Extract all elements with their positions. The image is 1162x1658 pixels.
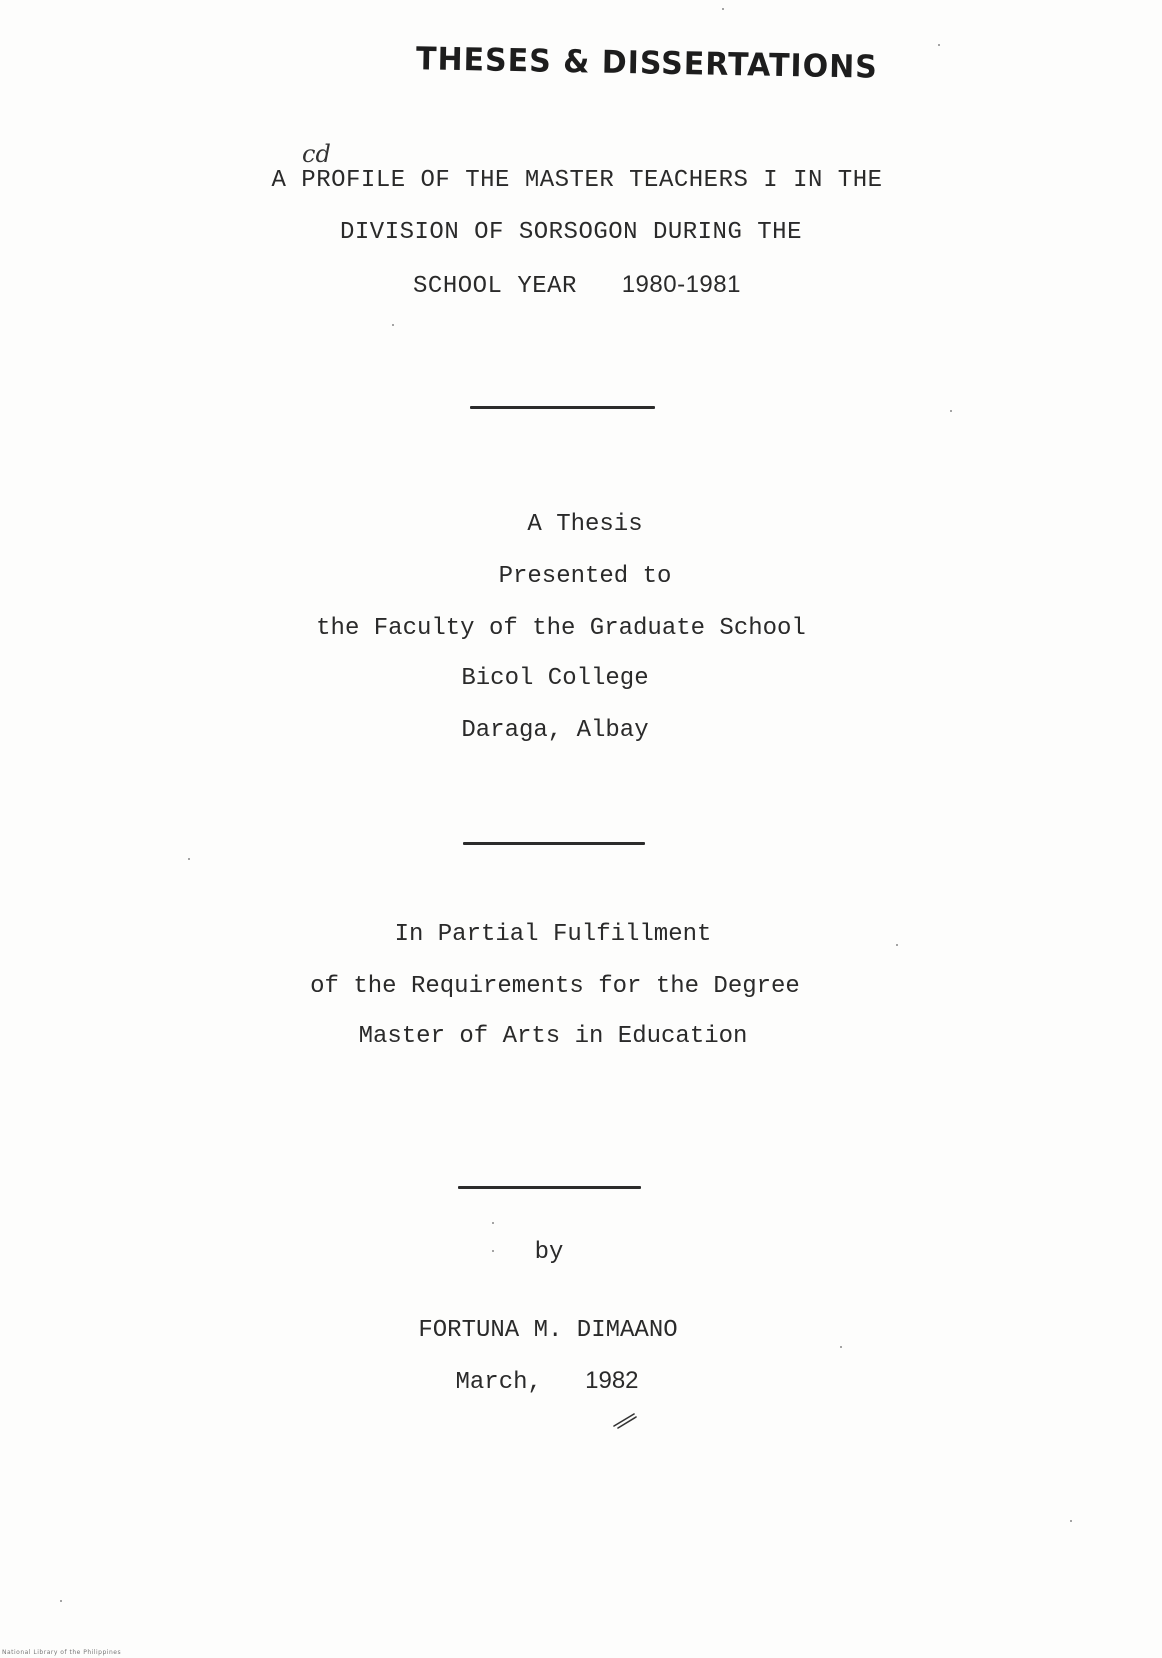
author-name: FORTUNA M. DIMAANO xyxy=(418,1317,678,1344)
scan-speck xyxy=(896,944,898,946)
scan-speck xyxy=(950,410,952,412)
scan-speck xyxy=(492,1222,494,1224)
fulfillment-line-1: In Partial Fulfillment xyxy=(394,921,712,948)
scan-speck xyxy=(1070,1520,1072,1522)
submission-year: 1982 xyxy=(585,1367,639,1394)
school-year-label: SCHOOL YEAR xyxy=(413,273,577,300)
library-stamp: THESES & DISSERTATIONS xyxy=(415,40,879,87)
scan-speck xyxy=(722,8,724,10)
scan-speck xyxy=(392,324,394,326)
title-line-3 xyxy=(0,270,1158,302)
submission-date xyxy=(0,1366,1128,1398)
handwritten-annotation: cd xyxy=(302,140,331,168)
thesis-label: A Thesis xyxy=(527,511,643,538)
presented-to: Presented to xyxy=(498,563,672,590)
by-label: by xyxy=(534,1239,564,1266)
scan-speck xyxy=(840,1346,842,1348)
scan-speck xyxy=(492,1250,494,1252)
title-line-1: A PROFILE OF THE MASTER TEACHERS I IN THE xyxy=(271,167,883,194)
scan-footer: National Library of the Philippines xyxy=(2,1649,122,1656)
divider-rule-2 xyxy=(463,842,645,845)
handwritten-check-icon xyxy=(612,1412,638,1430)
faculty-line: the Faculty of the Graduate School xyxy=(316,615,806,642)
college-location: Daraga, Albay xyxy=(461,717,649,744)
divider-rule-1 xyxy=(470,406,655,409)
scan-speck xyxy=(188,858,190,860)
divider-rule-3 xyxy=(458,1186,641,1189)
degree-line: Master of Arts in Education xyxy=(358,1023,748,1050)
submission-month: March, xyxy=(455,1369,542,1396)
scan-speck xyxy=(938,44,940,46)
scan-speck xyxy=(60,1600,62,1602)
title-line-2: DIVISION OF SORSOGON DURING THE xyxy=(340,219,802,246)
college-name: Bicol College xyxy=(461,665,649,692)
fulfillment-line-2: of the Requirements for the Degree xyxy=(310,973,800,1000)
school-year-range: 1980-1981 xyxy=(621,271,741,298)
